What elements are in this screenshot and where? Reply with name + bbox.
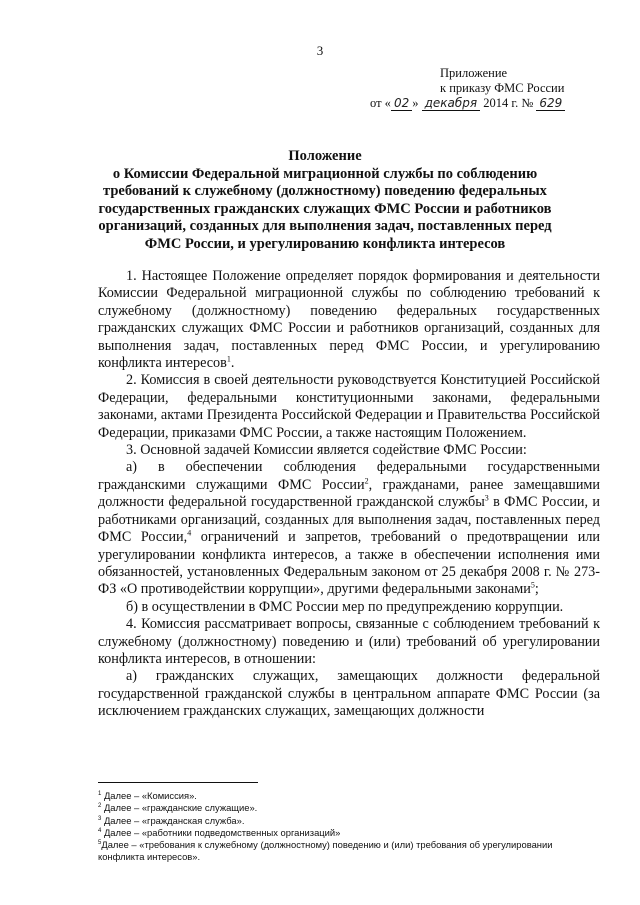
title-line: Положение xyxy=(288,148,362,164)
paragraph-text: 1. Настоящее Положение определяет порядок формирования и деятельности Комиссии Федеральной миграционной службы по соблюдению требований к служебному (должностному) поведению федеральных государственных гражданских служащих ФМС России и работников организаций, созданных для выполнения задач, поставленных перед ФМС России, и урегулированию конфликта интересов xyxy=(98,268,600,372)
footnote-ref: 4 xyxy=(187,528,192,538)
order-date-line xyxy=(370,96,565,111)
footnote-text: Далее – «требования к служебному (должностному) поведению и (или) требования об урегулировании конфликта интересов». xyxy=(98,839,553,863)
order-number-handwritten: 629 xyxy=(536,96,565,111)
paragraph-text: , гражданами, ранее замещавшими должности федеральной государственной гражданской службы xyxy=(98,476,600,511)
footnote xyxy=(98,802,600,814)
paragraph-text: ; xyxy=(534,581,539,598)
paragraph-text: б) в осуществлении в ФМС России мер по предупреждению коррупции. xyxy=(126,598,564,615)
title-line: ФМС России, и урегулированию конфликта интересов xyxy=(144,235,506,252)
order-month-handwritten: декабря xyxy=(422,96,481,111)
paragraph-text: . xyxy=(230,355,235,372)
footnote-text: Далее – «работники подведомственных организаций» xyxy=(101,826,341,838)
appendix-block xyxy=(370,66,605,110)
order-year-label: 2014 г. № xyxy=(483,96,534,110)
paragraph-2 xyxy=(98,372,600,442)
title-line: государственных гражданских служащих ФМС России и работников xyxy=(98,200,552,217)
paragraph-3 xyxy=(98,442,600,459)
paragraph-text: 4. Комиссия рассматривает вопросы, связанные с соблюдением требований к служебному (должностному) поведению и (или) требований об урегулировании конфликта интересов, в отношении: xyxy=(98,616,600,667)
paragraph-text: 2. Комиссия в своей деятельности руководствуется Конституцией Российской Федерации, федеральными конституционными законами, федеральными законами, актами Президента Российской Федерации и Правительства Российской Федерации, приказами ФМС России, а также настоящим Положением. xyxy=(98,372,600,441)
footnote xyxy=(98,827,600,839)
page-number: 3 xyxy=(316,43,324,58)
order-date-prefix: от « xyxy=(370,96,391,110)
paragraph-4a xyxy=(98,668,600,720)
paragraph-text: а) в обеспечении соблюдения федеральными государственными гражданскими служащими ФМС России xyxy=(98,459,600,493)
footnote-mark: 2 xyxy=(98,803,102,810)
paragraph-text: в ФМС России, и работниками организаций, созданных для выполнения задач, поставленных перед ФМС России, xyxy=(98,494,601,546)
paragraph-text: а) гражданских служащих, замещающих должности федеральной государственной гражданской службы в центральном аппарате ФМС России (за исключением гражданских служащих, замещающих должности xyxy=(98,668,600,720)
order-day-handwritten: 02 xyxy=(391,96,412,111)
paragraph-1 xyxy=(98,268,600,372)
paragraph-text: 3. Основной задачей Комиссии является содействие ФМС России: xyxy=(126,442,527,459)
document-title xyxy=(95,148,555,253)
document-body xyxy=(98,268,600,721)
title-line: о Комиссии Федеральной миграционной службы по соблюдению xyxy=(112,165,538,182)
order-date-mid: » xyxy=(412,96,419,110)
paragraph-text: ограничений и запретов, требований о предотвращении или урегулировании конфликта интересов, а также в обеспечении исполнения ими обязанностей, установленных Федеральным законом от 25 декабря 2008 г. № 273-ФЗ «О противодействии коррупции», другими федеральными законами xyxy=(98,529,600,598)
paragraph-3a xyxy=(98,459,600,598)
footnote xyxy=(98,839,600,864)
title-line: требований к служебному (должностному) поведению федеральных xyxy=(103,183,547,199)
appendix-label: Приложение xyxy=(440,66,508,80)
footnote-ref: 2 xyxy=(364,476,369,486)
footnote-text: Далее – «Комиссия». xyxy=(101,790,197,801)
footnote-mark: 1 xyxy=(98,790,102,797)
footnote-ref: 5 xyxy=(530,580,535,590)
appendix-order-ref: к приказу ФМС России xyxy=(440,81,565,95)
footnote-text: Далее – «гражданская служба». xyxy=(101,814,245,826)
footnote-ref: 3 xyxy=(484,493,489,503)
footnote-mark: 3 xyxy=(98,815,102,822)
footnote-divider xyxy=(98,782,258,783)
paragraph-3b xyxy=(98,599,600,616)
footnote-mark: 4 xyxy=(98,827,102,834)
footnote-text: Далее – «гражданские служащие». xyxy=(101,802,258,814)
footnote-mark: 5 xyxy=(98,840,102,847)
footnotes xyxy=(98,790,600,864)
footnote xyxy=(98,790,600,802)
title-line: организаций, созданных для выполнения задач, поставленных перед xyxy=(98,218,552,234)
footnote xyxy=(98,815,600,827)
paragraph-4 xyxy=(98,616,600,668)
footnote-ref: 1 xyxy=(226,354,231,364)
